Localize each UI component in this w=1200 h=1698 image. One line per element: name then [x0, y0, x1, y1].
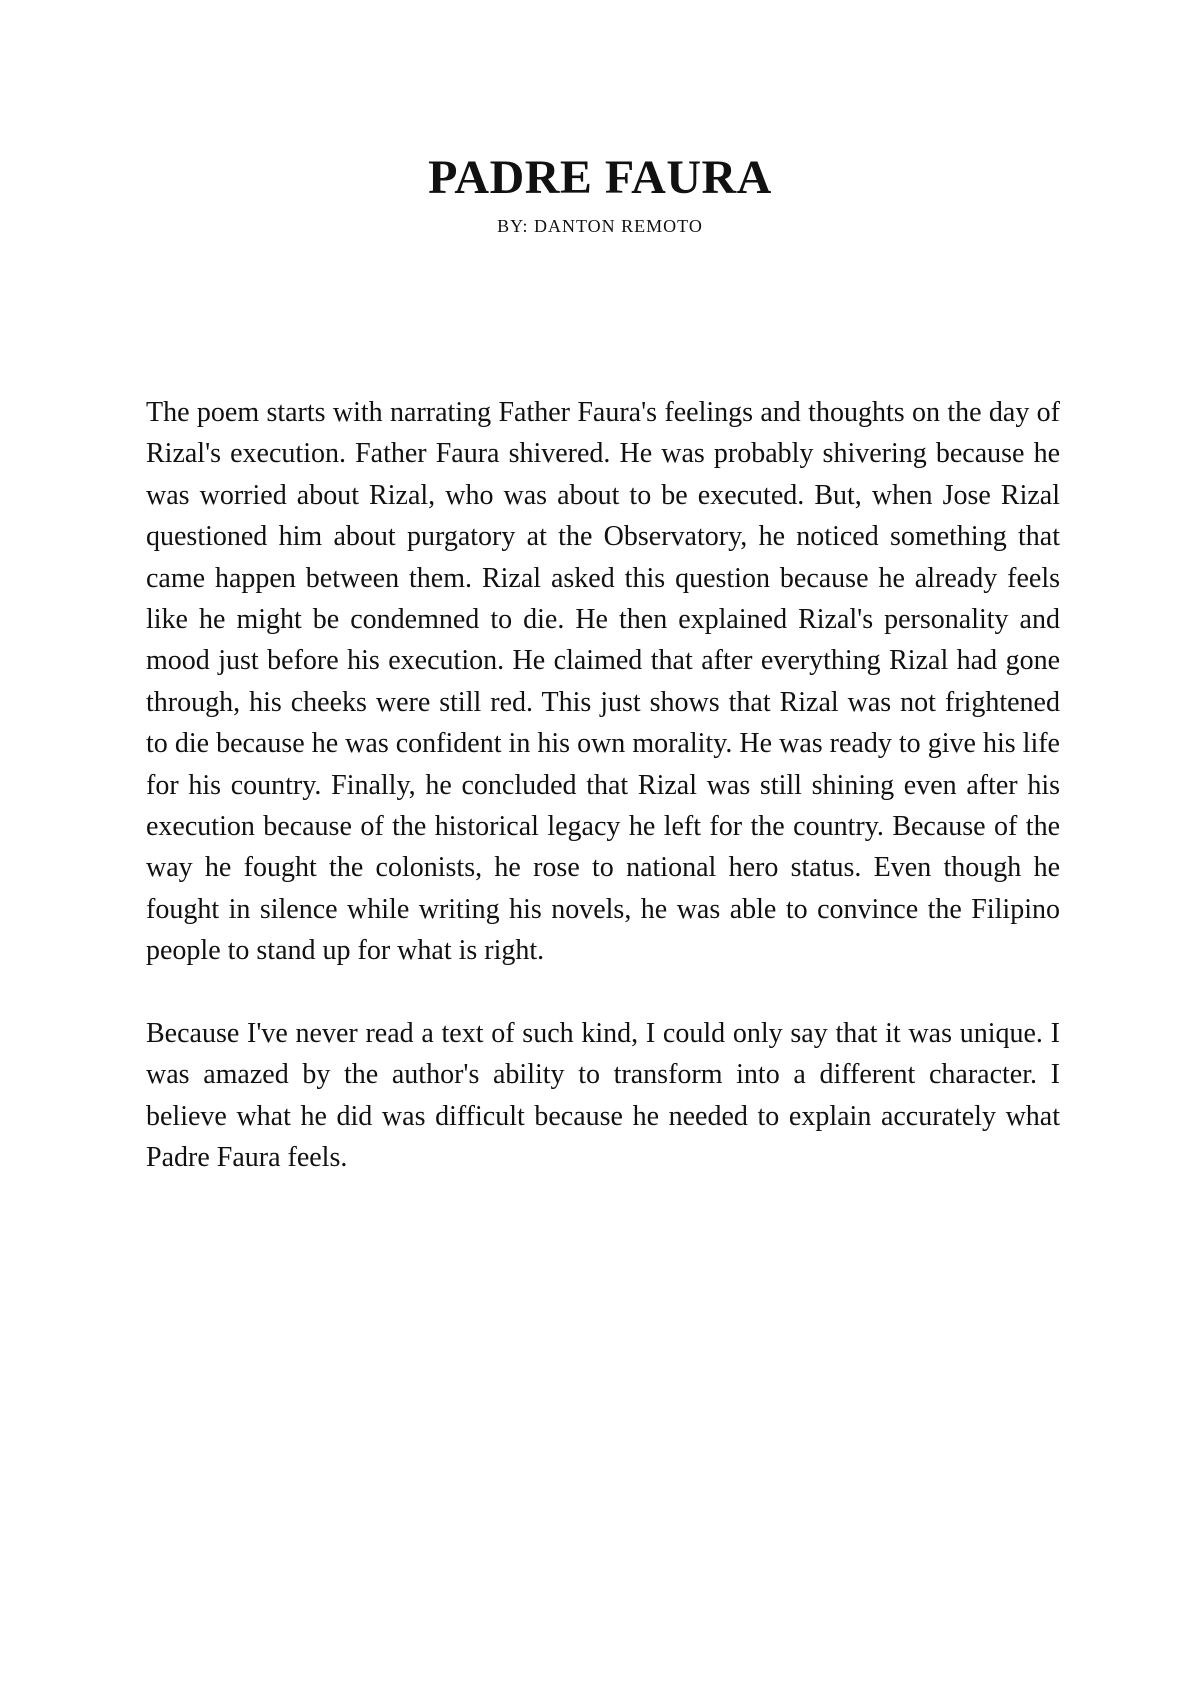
body-paragraph-2: Because I've never read a text of such kind, I could only say that it was unique. I was amazed by the author's ability to transform into a different character. I believe what he did was difficult because he needed to explain accurately what Padre Faura feels. [146, 1017, 1060, 1173]
document-title: PADRE FAURA [428, 151, 772, 204]
document-byline: BY: DANTON REMOTO [497, 216, 703, 236]
body-paragraph-1: The poem starts with narrating Father Faura's feelings and thoughts on the day of Rizal's execution. Father Faura shivered. He was probably shivering because he was worried about Rizal, who was about to be executed. But, when Jose Rizal questioned him about purgatory at the Observatory, he noticed something that came happen between them. Rizal asked this question because he already feels like he might be condemned to die. He then explained Rizal's personality and mood just before his execution. He claimed that after everything Rizal had gone through, his cheeks were still red. This just shows that Rizal was not frightened to die because he was confident in his own morality. He was ready to give his life for his country. Finally, he concluded that Rizal was still shining even after his execution because of the historical legacy he left for the country. Because of the way he fought the colonists, he rose to national hero status. Even though he fought in silence while writing his novels, he was able to convince the Filipino people to stand up for what is right. [146, 397, 1060, 967]
document-body [146, 392, 1060, 1219]
